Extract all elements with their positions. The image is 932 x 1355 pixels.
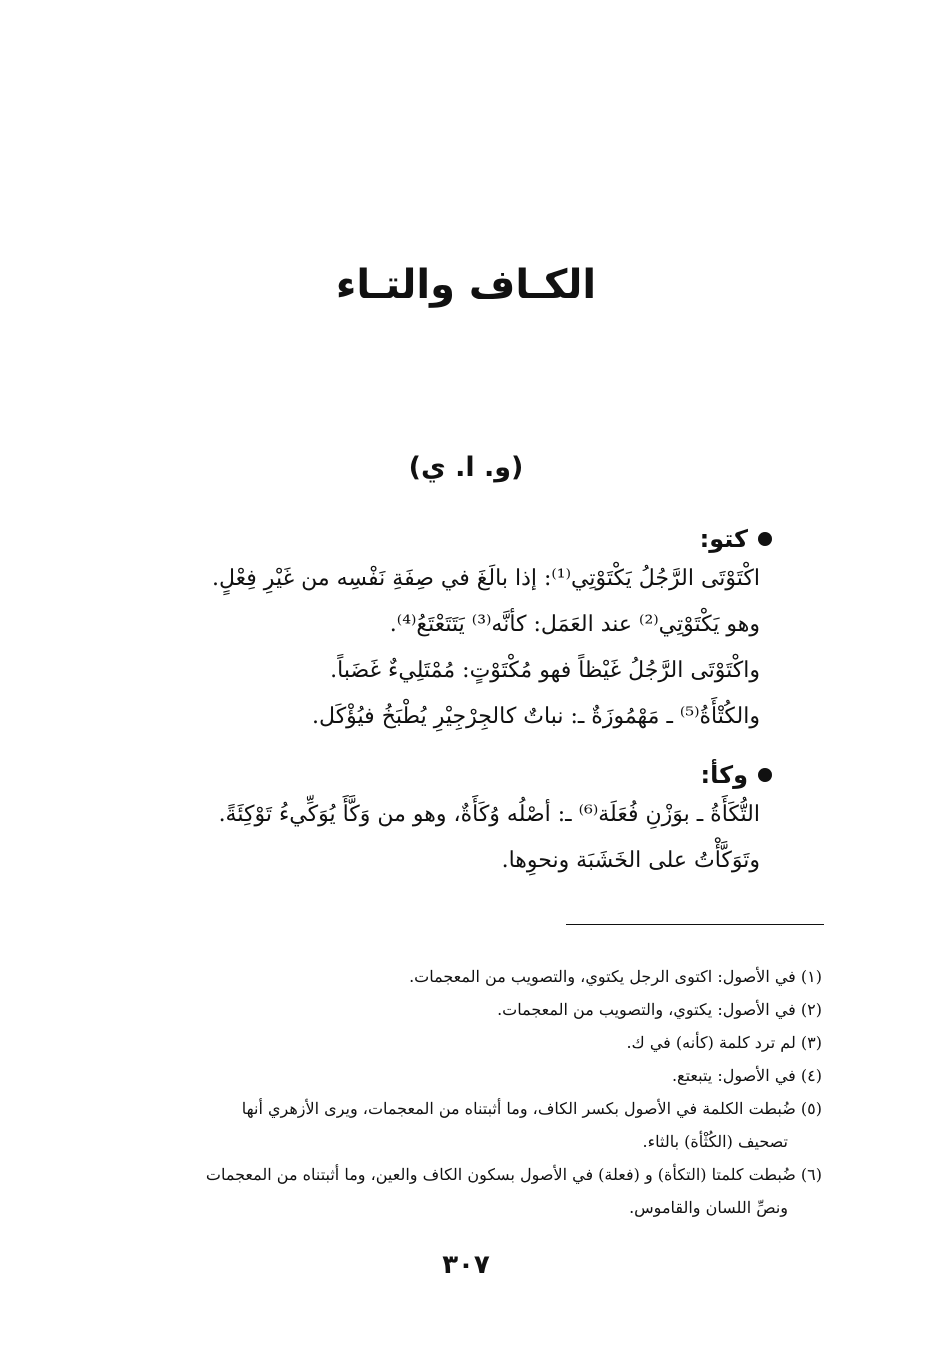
- footnote-separator: [566, 924, 824, 925]
- dictionary-entry: [132, 522, 772, 740]
- footnotes: [82, 960, 822, 1224]
- entry-line: والكُتْأَةُ⁽⁵⁾ ـ مَهْمُوزَةٌ ـ: نباتٌ كالجِرْجِيْرِ يُطْبَخُ فيُؤْكَل.: [312, 704, 760, 729]
- entry-head: [132, 758, 772, 792]
- footnote: (٢) في الأصول: يكتوي، والتصويب من المعجمات.: [497, 1000, 822, 1019]
- entry-headword: وكأ:: [700, 761, 748, 789]
- footnote: (٣) لم ترد كلمة (كأنه) في ك.: [626, 1033, 822, 1052]
- entry-line: وتَوَكَّأْتُ على الخَشَبَة ونحوِها.: [501, 848, 760, 873]
- page-number: ٣٠٧: [442, 1250, 490, 1280]
- bullet-icon: [758, 532, 772, 546]
- entry-head: [132, 522, 772, 556]
- chapter-title: الكـاف والتـاء: [335, 262, 597, 308]
- entry-line: التُّكَأَةُ ـ بوَزْنِ فُعَلَة⁽⁶⁾ ـ: أصْلُه وُكَأَةٌ، وهو من وَكَّأَ يُوَكِّيءُ تَوْكِئَةً.: [218, 802, 760, 827]
- entry-line: واكْتَوْتَى الرَّجُلُ غَيْظاً فهو مُكْتَوْتٍ: مُمْتَلِيءٌ غَضَباً.: [330, 658, 760, 683]
- entry-line: اكْتَوْتَى الرَّجُلُ يَكْتَوْتِي⁽¹⁾: إذا بالَغَ في صِفَةِ نَفْسِه من غَيْرِ فِعْلٍ.: [212, 566, 760, 591]
- footnote-continuation: ونصِّ اللسان والقاموس.: [629, 1198, 788, 1217]
- dictionary-entry: [132, 758, 772, 884]
- root-heading: (و. ا. ي): [408, 452, 524, 483]
- footnote: (١) في الأصول: اكتوى الرجل يكتوي، والتصويب من المعجمات.: [409, 967, 822, 986]
- entry-headword: كتو:: [699, 525, 748, 553]
- entry-line: وهو يَكْتَوْتِي⁽²⁾ عند العَمَل: كأنَّه⁽³⁾ يَتَتَعْتَعُ⁽⁴⁾.: [389, 612, 760, 637]
- bullet-icon: [758, 768, 772, 782]
- footnote: (٤) في الأصول: يتبعتع.: [671, 1066, 822, 1085]
- footnote-continuation: تصحيف (الكُثْأة) بالثاء.: [642, 1132, 788, 1151]
- footnote: (٦) ضُبطت كلمتا (التكأة) و (فعلة) في الأصول بسكون الكاف والعين، وما أثبتناه من المعجمات: [205, 1165, 822, 1184]
- footnote: (٥) ضُبطت الكلمة في الأصول بكسر الكاف، وما أثبتناه من المعجمات، ويرى الأزهري أنها: [241, 1099, 822, 1118]
